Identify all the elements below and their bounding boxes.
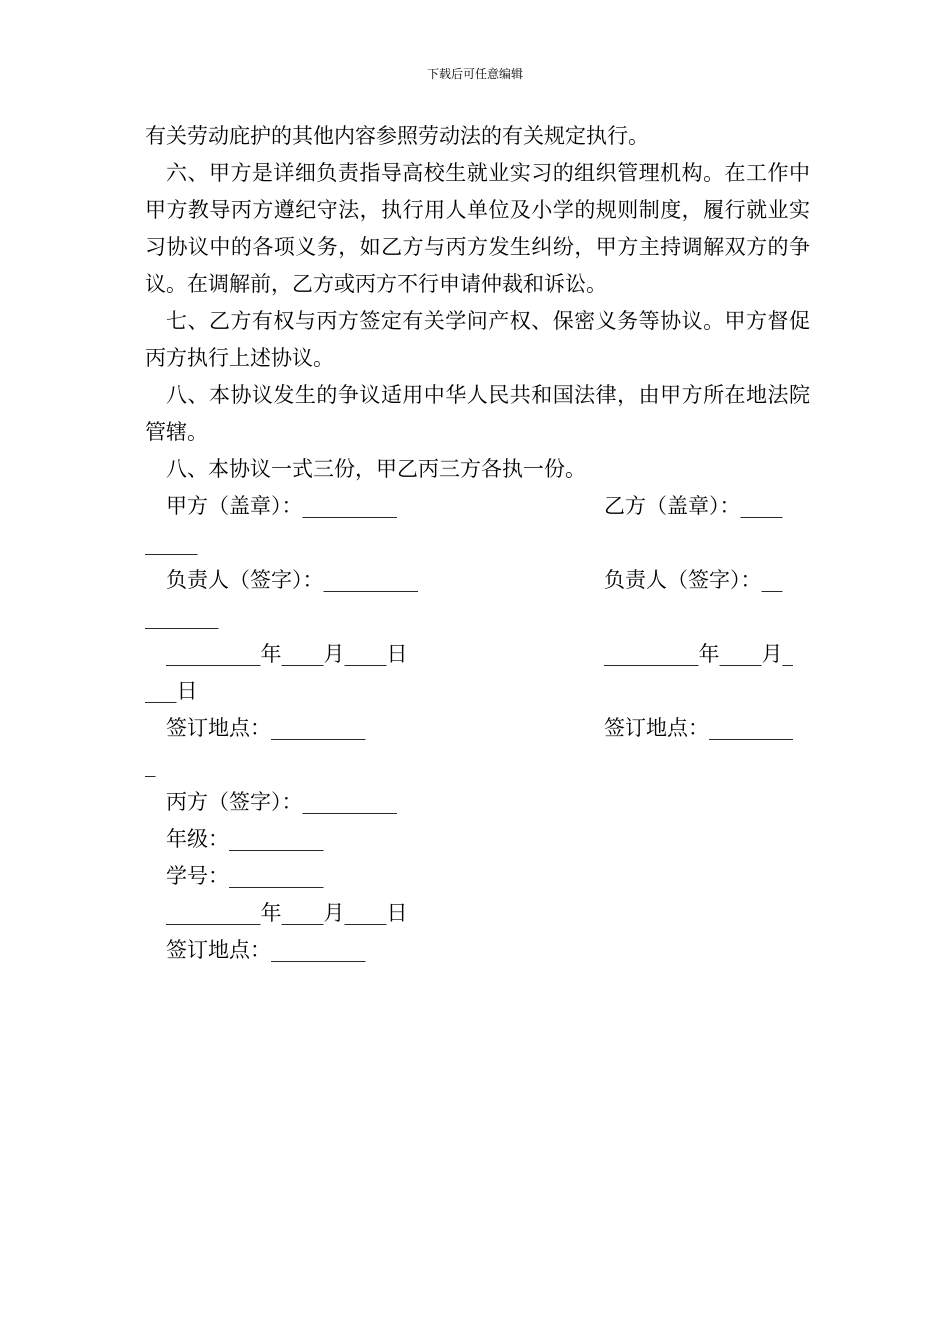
party-c-grade: 年级：_________ bbox=[166, 827, 324, 851]
paragraph-clause-8-copies: 八、本协议一式三份，甲乙丙三方各执一份。 bbox=[166, 457, 586, 481]
signature-row-place bbox=[145, 710, 810, 747]
paragraph-clause-6: 六、甲方是详细负责指导高校生就业实习的组织管理机构。在工作中甲方教导丙方遵纪守法，执行用人单位及小学的规则制度，履行就业实习协议中的各项义务，如乙方与丙方发生纠纷，甲方主持调解双方的争议。在调解前，乙方或丙方不行申请仲裁和诉讼。 bbox=[145, 161, 810, 296]
party-b-date: _________年____月_ bbox=[604, 642, 793, 666]
party-b-place: 签订地点：________ bbox=[604, 716, 793, 740]
party-b-head-continuation: _______ bbox=[145, 605, 219, 629]
document-body bbox=[145, 118, 810, 969]
paragraph-clause-7: 七、乙方有权与丙方签定有关学问产权、保密义务等协议。甲方督促丙方执行上述协议。 bbox=[145, 309, 810, 370]
party-c-sign: 丙方（签字）：_________ bbox=[166, 790, 397, 814]
party-b-seal: 乙方（盖章）：____ bbox=[604, 494, 783, 518]
party-a-date: _________年____月____日 bbox=[166, 642, 408, 666]
party-c-date: _________年____月____日 bbox=[166, 901, 408, 925]
party-a-head: 负责人（签字）：_________ bbox=[166, 568, 418, 592]
signature-row-seal bbox=[145, 488, 810, 525]
party-c-place: 签订地点：_________ bbox=[166, 938, 366, 962]
signature-row-date bbox=[145, 636, 810, 673]
page-header: 下载后可任意编辑 bbox=[426, 67, 523, 81]
party-b-head: 负责人（签字）：__ bbox=[604, 568, 783, 592]
party-b-date-continuation: ___日 bbox=[145, 679, 198, 703]
paragraph-clause-8-law: 八、本协议发生的争议适用中华人民共和国法律，由甲方所在地法院管辖。 bbox=[145, 383, 810, 444]
party-b-seal-continuation: _____ bbox=[145, 531, 198, 555]
signature-row-head bbox=[145, 562, 810, 599]
party-c-student-id: 学号：_________ bbox=[166, 864, 324, 888]
party-a-seal: 甲方（盖章）：_________ bbox=[166, 494, 397, 518]
party-b-place-continuation: _ bbox=[145, 753, 156, 777]
paragraph-labor-protection: 有关劳动庇护的其他内容参照劳动法的有关规定执行。 bbox=[145, 124, 649, 148]
party-a-place: 签订地点：_________ bbox=[166, 716, 366, 740]
